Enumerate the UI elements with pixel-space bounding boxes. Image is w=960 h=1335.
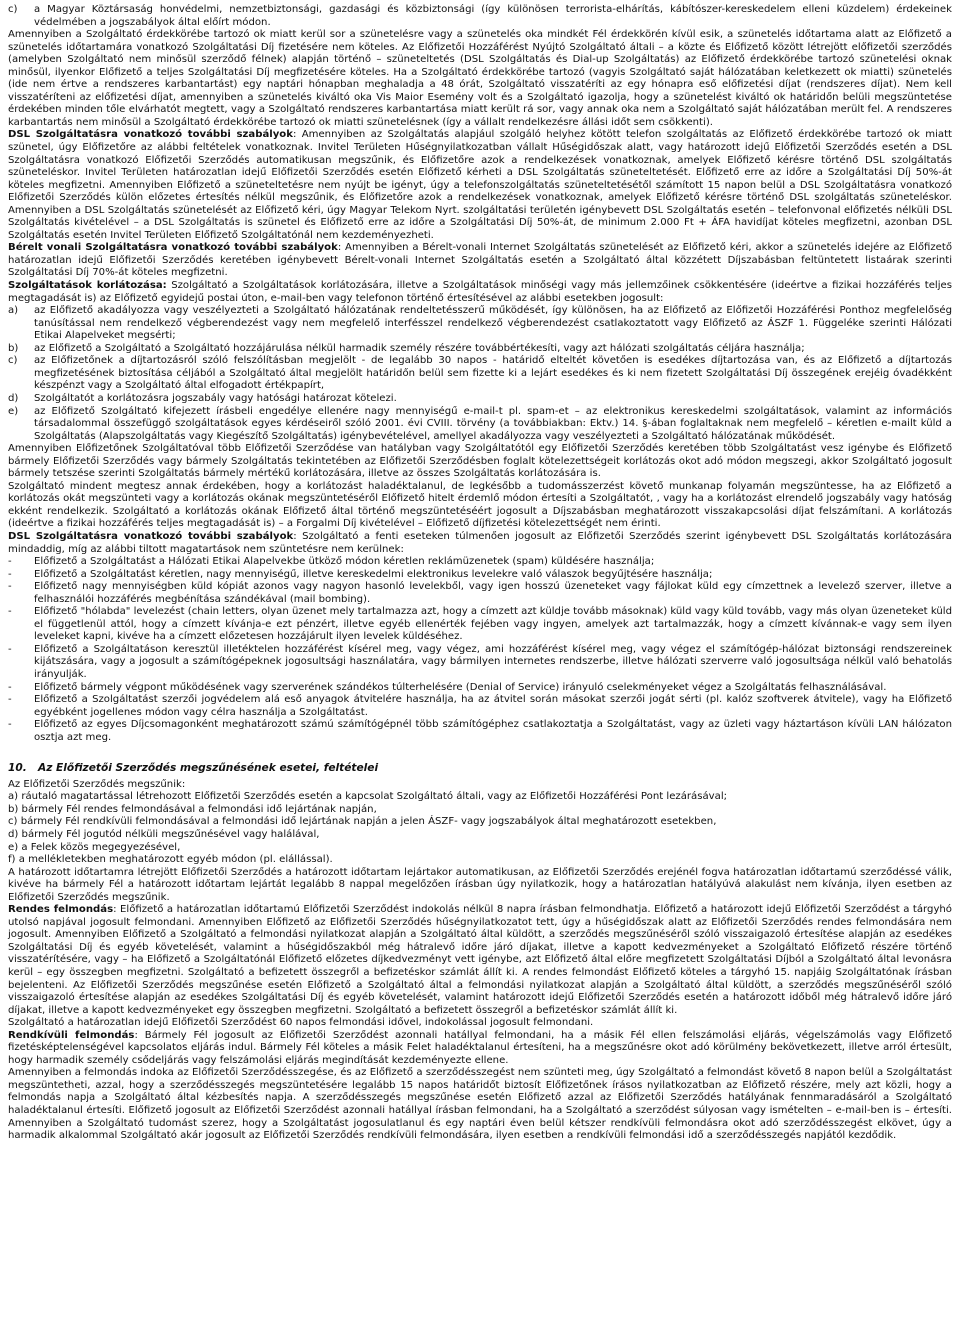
list-item <box>8 305 952 343</box>
dash-item-label: - <box>8 694 12 706</box>
list-item-text: az Előfizető akadályozza vagy veszélyezteti a Szolgáltató hálózatának rendeltetésszerű működését, így különösen, ha az Előfizető az Előfizetői Hozzáférési Ponthoz megfelelőség tanúsítással nem rendelkező végberendezést vagy nem megfelelő interfésszel rendelkező végberendezést csatlakoztatott vagy Előfizető az ÁSZF 1. Függeléke szerinti Hálózati Etikai Alapelveket megsérti; <box>34 305 952 342</box>
list-item <box>8 393 952 406</box>
megszunes-line: f) a mellékletekben meghatározott egyéb módon (pl. elállással). <box>8 854 333 866</box>
paragraph-dsl-rules <box>8 129 952 242</box>
dash-item-label: - <box>8 606 12 618</box>
dash-item-label: - <box>8 681 12 693</box>
section-title: Az Előfizetői Szerződés megszűnésének esetei, feltételei <box>38 762 379 775</box>
paragraph-lead: Bérelt vonali Szolgáltatásra vonatkozó további szabályok <box>8 242 338 254</box>
list-item-label: a) <box>8 305 19 317</box>
dash-item-text: Előfizető a Szolgáltatáson keresztül illetéktelen hozzáférést kísérel meg, vagy végez, ami hozzáférést kísérel meg, vagy végez el számítógép-hálózat biztonsági rendszereinek kijátszására, vagy a jogosult a számítógépeknek jogosultsági használatára, vagy bármilyen internetes rendszerbe, illetve hálózati szerverre való jogosultsága nélkül való behatolás irányulják. <box>34 643 952 680</box>
dash-item-text: Előfizető a Szolgáltatást szerzői jogvédelem alá eső anyagok átvitelére használja, ha az átvitel során másokat szerzői jogát sérti (pl. kalóz szoftverek átvitele), vagy ha Előfizető egyébként jogellenes módon vagy célra használja a Szolgáltatást. <box>34 694 952 718</box>
paragraph-body: : Szolgáltató a fenti eseteken túlmenően jogosult az Előfizetői Szerződés szerint igénybevett DSL Szolgáltatás korlátozására mindaddig, míg az alábbi tiltott magatartások nem szüntetésre nem kerülnek: <box>8 530 952 555</box>
list-item-text: Szolgáltatót a korlátozásra jogszabály vagy hatósági határozat kötelezi. <box>34 392 397 404</box>
dash-item-text: Előfizető nagy mennyiségben küld kópiát azonos vagy nagyon hasonló levelekből, vagy igen hosszú üzeneteket vagy fájlokat küld egy címzettnek a levelező szerver, illetve a felhasználói hozzáférés megbénítása szándékával (mail bombing). <box>34 581 952 605</box>
paragraph-berelt-rules <box>8 242 952 280</box>
paragraph-rendes-felmondas-tail: Szolgáltató a határozatlan idejű Előfizetői Szerződést 60 napos felmondási idővel, indokolással jogosult felmondani. <box>8 1017 594 1029</box>
list-item-label: c) <box>8 355 18 367</box>
dash-item-text: Előfizető a Szolgáltatást a Hálózati Etikai Alapelvekbe ütköző módon kéretlen reklámüzenetek (spam) küldésére használja; <box>34 556 655 568</box>
dash-item <box>8 694 952 719</box>
paragraph-dsl-further-rules <box>8 531 952 556</box>
paragraph-szunetelés: Amennyiben a Szolgáltató érdekkörébe tartozó ok miatt kerül sor a szünetelésre vagy a szünetelés oka mindkét Fél érdekkörén kívül esik, a szünetelés időtartama alatt az Előfizető a szünetelés időtartamára vonatkozó Szolgáltatási Díj fizetésére nem köteles. Az Előfizetői Hozzáférést Nyújtó Szolgáltató általi – a közte és Előfizető között létrejött előfizetői szerződés (amelyben Szolgáltató nem minősül szerződő félnek) alapján történő – szüneteltetés (DSL Szolgáltatás és Dial-up Szolgáltatás) az Előfizető érdekkörébe tartozó szünetelési oknak minősül, ilyenkor Előfizető a teljes Szolgáltatási Díj megfizetésére köteles. Ha a Szolgáltató érdekkörébe tartozó (vagyis Szolgáltató saját hálózatában keletkezett ok miatti) szünetelés (ide nem értve a rendszeres karbantartást) egy naptári hónapban meghaladja a 48 órát, Szolgáltató visszatéríti az egy hónapra eső előfizetési díjat (rendszeres díjat). Nem kell visszatéríteni az előfizetési díjat, amennyiben a szünetelés kiváltó oka Vis Maior Esemény volt és a Szolgáltató igazolja, hogy a szünetelést kiváltó ok határidőn belüli megszüntetése érdekében minden tőle elvárhatót megtett, vagy a Szolgáltató rendszeres karbantartása miatt került rá sor, vagy annak oka nem a Szolgáltató saját hálózatában merült fel. A rendszeres karbantartás nem minősül a Szolgáltató érdekkörébe tartozó ok miatti szünetelésnek (így a vállalt rendelkezésre állási időt sem csökkenti). <box>8 29 952 128</box>
paragraph-lead: Rendes felmondás <box>8 904 114 916</box>
list-item-label: b) <box>8 342 19 354</box>
list-item-label: c) <box>8 4 18 15</box>
megszunes-line: a) ráutaló magatartással létrehozott Előfizetői Szerződés esetén a kapcsolat Szolgáltató általi, vagy az Előfizetői Hozzáférési Pont lezárásával; <box>8 791 728 803</box>
dash-item-text: Előfizető az egyes Díjcsomagonként meghatározott számú számítógépnél több számítógéphez csatlakoztatja a Szolgáltatást, vagy az üzleti vagy háztartáson kívüli LAN hálózaton osztja azt meg. <box>34 719 952 743</box>
list-item-label: d) <box>8 392 19 404</box>
paragraph-lead: Szolgáltatások korlátozása: <box>8 280 167 292</box>
list-item-label: e) <box>8 405 19 417</box>
paragraph-tobb-szerzodes: Amennyiben Előfizetőnek Szolgáltatóval több Előfizetői Szerződése van hatályban vagy Szolgáltatótól egy Előfizetői Szerződés keretében több Szolgáltatást vesz igénybe és Előfizető bármely Előfizetői Szerződés vagy bármely Szolgáltatás tekintetében az Előfizetői Szerződésben foglalt kötelezettségeit korlátozás okot adó módon megszegi, akkor Szolgáltató jogosult bármely tetszése szerinti Szolgáltatás bármely mértékű korlátozására, illetve az összes Szolgáltatás korlátozására is. <box>8 443 952 480</box>
megszunes-line: d) bármely Fél jogutód nélküli megszűnésével vagy halálával, <box>8 829 320 840</box>
dash-item-label: - <box>8 643 12 655</box>
dash-item-text: Előfizető "hólabda" levelezést (chain letters, olyan üzenet mely tartalmazza azt, hogy a címzett azt küldje tovább másoknak) küld vagy küld tovább, vagy más olyan üzeneteket küld el függetlenül attól, hogy a címzett kívánja-e ezt pénzért, illetve egyéb ellenérték fejében vagy ingyen, amelyek azt tartalmazzák, hogy a címzett kívánnak-e vagy sem ilyen leveleket kapni, kivéve ha a címzett előzetesen hozzájárult ilyen levelek küldéséhez. <box>34 606 952 643</box>
list-item <box>8 343 952 356</box>
paragraph-lead: DSL Szolgáltatásra vonatkozó további szabályok <box>8 129 293 141</box>
paragraph-korlatozas-megszuntetes: Szolgáltató mindent megtesz annak érdekében, hogy a korlátozást haladéktalanul, de legkésőbb a tudomásszerzést követő munkanap folyamán megszüntesse, ha az Előfizető a korlátozás okát megszünteti vagy a korlátozás okának megszüntetéséről Előfizető hitelt érdemlő módon értesíti a Szolgáltatót, , vagy ha a korlátozást elrendelő jogszabály vagy hatóság ekként rendelkezik. Szolgáltató a korlátozás okának Előfizető által történő megszüntetéséért jogosult a Díjszabásban meghatározott visszakapcsolási díjat felszámítani. A korlátozás (ideértve a fizikai hozzáférés teljes megtagadását is) – a Forgalmi Díj kivételével – Előfizető díjfizetési kötelezettségét nem érinti. <box>8 480 952 530</box>
megszunes-line: b) bármely Fél rendes felmondásával a felmondási idő lejártának napján, <box>8 803 377 815</box>
megszunes-line: e) a Felek közös megegyezésével, <box>8 841 181 853</box>
dash-item <box>8 719 952 744</box>
dash-item <box>8 556 952 569</box>
list-item <box>8 355 952 393</box>
dash-item <box>8 644 952 682</box>
paragraph-rendkivuli-felmondas <box>8 1030 952 1068</box>
section-number: 10. <box>8 762 27 775</box>
paragraph-body: : Bármely Fél jogosult az Előfizetői Szerződést azonnali hatállyal felmondani, ha a másik Fél ellen felszámolási eljárás, végelszámolás vagy Előfizető fizetésképtelenségével kapcsolatos eljárás indul. Bármely Fél köteles a másik Felet haladéktalanul értesíteni, ha a megszűnésre okot adó körülmény bekövetkezett, illetve arról értesült, hogy harmadik személy csődeljárás vagy felszámolási eljárás megindítását kezdeményezte ellene. <box>8 1029 952 1066</box>
paragraph-hatarozott-ido: A határozott időtartamra létrejött Előfizetői Szerződés a határozott időtartam lejártakor automatikusan, az Előfizetői Szerződés erejénél fogva határozatlan időtartamú szerződéssé válik, kivéve ha bármely Fél a határozott időtartam lejártát legalább 8 nappal megelőzően írásban úgy nyilatkozik, hogy a határozatlan hatályúvá alakulást nem kívánja, ilyen esetben az Előfizetői Szerződés megszűnik. <box>8 866 952 903</box>
paragraph-body: : Amennyiben a Bérelt-vonali Internet Szolgáltatás szünetelését az Előfizető kéri, akkor a szünetelés idejére az Előfizető határozatlan idejű Előfizetői Szerződés keretében igénybevett Bérelt-vonali Internet Szolgáltatás esetén a Szolgáltató által közzétett Díjszabásban feltüntetett listaárak szerinti Szolgáltatási Díj 70%-át köteles megfizetni. <box>8 242 952 279</box>
dash-item <box>8 581 952 606</box>
paragraph-korlatozas <box>8 280 952 305</box>
megszunes-line: c) bármely Fél rendkívüli felmondásával a felmondási idő lejártának napján a jelen ÁSZF- vagy jogszabályok által meghatározott esetekben, <box>8 816 717 828</box>
paragraph-body: : Amennyiben az Szolgáltatás alapjául szolgáló helyhez kötött telefon szolgáltatás az Előfizető érdekkörébe tartozó ok miatt szünetel, úgy Előfizetőre az alábbi feltételek vonatkoznak. Invitel Területen Hűségnyilatkozatban vállalt Hűségidőszak alatt, vagy határozott idejű Előfizetői Szerződés esetén a DSL Szolgáltatásra vonatkozó Előfizetői Szerződés automatikusan megszűnik, és Előfizetőre azok a rendelkezések vonatkoznak, amelyek Előfizető kérésre történő DSL szolgáltatás szüneteléskor. Invitel Területen határozatlan idejű Előfizetői Szerződés esetén Előfizető kérheti a DSL Szolgáltatás szüneteltetését. Előfizető erre az időre a Szolgáltatási Díj 50%-át köteles megfizetni. Amennyiben Előfizető a szüneteltetésre nem nyújt be igényt, úgy a telefonszolgáltatás szüneteltetésétől számított 15 napon belül a DSL Szolgáltatásra vonatkozó Előfizetői Szerződés külön előzetes értesítés nélkül megszűnik, és Előfizetőre azok a rendelkezések vonatkoznak, amelyek Előfizető kérésre történő DSL szolgáltatás szüneteléskor. Amennyiben a DSL Szolgáltatás szünetelését az Előfizető kéri, úgy Magyar Telekom Nyrt. szolgáltatási területén igénybevett DSL Szolgáltatás esetén – telefonvonal előfizetés nélküli DSL Szolgáltatás kivételével – a DSL Szolgáltatás is szünetel és Előfizető erre az időre a Szolgáltatási Díj 50%-át, de minimum 2.000 Ft + ÁFA havidíjat köteles megfizetni, azonban DSL Szolgáltatás esetén Invitel Területen Előfizető Szolgáltatónál nem kezdeményezheti. <box>8 129 952 241</box>
dash-item <box>8 682 952 695</box>
list-item-text: az Előfizető Szolgáltató kifejezett írásbeli engedélye ellenére nagy mennyiségű e-mail-t pl. spam-et – az elektronikus kereskedelmi szolgáltatások, valamint az információs társadalommal összefüggő szolgáltatások egyes kérdéseiről szóló 2001. évi CVIII. törvény (a továbbiakban: Ektv.) 14. §-ában foglaltaknak nem megfelelő – kéretlen e-mailt küld a Szolgáltatás (Alapszolgáltatás vagy Kiegészítő Szolgáltatás) igénybevételével, amellyel akadályozza vagy veszélyezteti a Szolgáltató hálózatának működését. <box>34 405 952 442</box>
dash-item-text: Előfizető a Szolgáltatást kéretlen, nagy mennyiségű, illetve kereskedelmi elektronikus levelekre való válaszok begyűjtésére használja; <box>34 568 713 580</box>
paragraph-body: Szolgáltató a Szolgáltatások korlátozására, illetve a Szolgáltatások minőségi vagy más jellemzőinek csökkentésére (ideértve a fizikai hozzáférés teljes megtagadását is) az Előfizető egyidejű postai úton, e-mail-ben vagy telefonon történő értesítésével az alábbi esetekben jogosult: <box>8 280 953 304</box>
paragraph-rendes-felmondas <box>8 904 952 1017</box>
paragraph-rendkivuli-felmondas-tail: Amennyiben a felmondás indoka az Előfizetői Szerződésszegése, és az Előfizető a szerződésszegést nem szünteti meg, úgy Szolgáltató a felmondást követő 8 napon belül a Szolgáltatást megszüntetheti, azzal, hogy a szerződésszegés megszüntetésére legalább 15 napos határidőt biztosít Előfizetőnek írásos nyilatkozatban az Előfizető részére, mely azt közli, hogy a felmondás napja a Szolgáltató által kézbesítés napja. A szerződésszegés megszűnése esetén Előfizető azzal az Előfizetői Szerződés hatályának fennmaradásáról a Szolgáltató haladéktalanul értesíti. Előfizető jogosult az Előfizetői Szerződést azonnali hatállyal írásban felmondani, ha a Szolgáltató a szerződést súlyosan vagy ismételten – e-mail-ben is – értesíti. Amennyiben a Szolgáltató tudomást szerez, hogy a Szolgáltatást jogosulatlanul és egy naptári éven belül kétszer rendkívüli felmondásra okot adó szerződésszegést elkövet, úgy a harmadik alkalommal Szolgáltató akár jogosult az Előfizetői Szerződés rendkívüli felmondására, ilyen esetben a rendkívüli felmondási idő a szerződésszegés napjától kezdődik. <box>8 1067 952 1142</box>
dash-item-text: Előfizető bármely végpont működésének vagy szerverének szándékos túlterhelésére (Denial of Service) irányuló cselekményeket végez a Szolgáltatás felhasználásával. <box>34 681 887 693</box>
paragraph-body: : Előfizető a határozatlan időtartamú Előfizetői Szerződést indokolás nélkül 8 napra írásban felmondhatja. Előfizető a határozott idejű Előfizetői Szerződést a tárgyhó utolsó napjával jogosult felmondani. Amennyiben Előfizető az Előfizetői Szerződés hűségnyilatkozatot tett, úgy a hűségidőszak alatt az Előfizetői Szerződés rendes felmondására nem jogosult. Amennyiben Előfizető a Szolgáltató a felmondási nyilatkozat alapján a Szolgáltató által küldött, a szerződés megszűnéséről szóló visszaigazoló értesítése alapján az esedékes Szolgáltatási Díj és egyéb követelését, valamint a hűségidőszakból még hátralevő időre járó díjakat, illetve a kapott kedvezményeket a Szolgáltató Előfizető részére történő visszatérítésére, vagy – ha Előfizető a Szolgáltatónál Előfizető előzetes díjkedvezményt vett igénybe, azt Előfizető által előre megfizetett Szolgáltatási Díjból a Szolgáltató által levonásra kerül – egy összegben megfizetni. Szolgáltató a befizetett összegről a befizetéskor számlát állít ki. A rendes felmondást Előfizető köteles a tárgyhó 15. napjáig Szolgáltatónak írásban bejelenteni. Az Előfizetői Szerződés megszűnése esetén Előfizető a Szolgáltató által a felmondási nyilatkozat alapján a Szolgáltató által küldött, a szerződés megszűnéséről szóló visszaigazoló értesítése alapján az esedékes Szolgáltatási Díj és egyéb követelését, valamint határozott idejű Előfizetői Szerződés esetén a határozott időből még hátralevő időre járó díjakat, illetve a kapott kedvezményeket egy összegben megfizetni. Szolgáltató a befizetett összegről a befizetéskor számlát állít ki. <box>8 904 952 1016</box>
dash-item-label: - <box>8 568 12 580</box>
list-item <box>8 406 952 444</box>
paragraph-lead: Rendkívüli felmondás <box>8 1029 135 1041</box>
dash-item-label: - <box>8 581 12 593</box>
paragraph-lead: DSL Szolgáltatásra vonatkozó további szabályok <box>8 530 294 542</box>
dash-item-label: - <box>8 556 12 568</box>
list-item-text: a Magyar Köztársaság honvédelmi, nemzetbiztonsági, gazdasági és közbiztonsági (így különösen terrorista-elhárítás, kábítószer-kereskedelem elleni küzdelem) érdekeinek védelmében a jogszabályok által előírt módon. <box>34 4 952 28</box>
list-item-text: az Előfizetőnek a díjtartozásról szóló felszólításban megjelölt - de legalább 30 napos - határidő elteltét követően is esedékes díjtartozása van, és az Előfizető a díjtartozás megfizetésének biztosítása céljából a Szolgáltató által megjelölt határidőn belül sem fizette ki a lejárt esedékes és ki nem fizetett Szolgáltatási Díj összegének erejéig óvadékként készpénzt vagy a Szolgáltató által elfogadott értékpapírt, <box>34 355 952 392</box>
dash-item <box>8 606 952 644</box>
list-item <box>8 4 952 29</box>
section-heading <box>8 762 952 775</box>
dash-item <box>8 569 952 582</box>
megszunes-intro: Az Előfizetői Szerződés megszűnik: <box>8 778 186 790</box>
list-item-text: az Előfizető a Szolgáltató a Szolgáltató hozzájárulása nélkül harmadik személy részére továbbértékesíti, vagy azt hálózati szolgáltatás céljára használja; <box>34 342 805 354</box>
dash-item-label: - <box>8 719 12 731</box>
